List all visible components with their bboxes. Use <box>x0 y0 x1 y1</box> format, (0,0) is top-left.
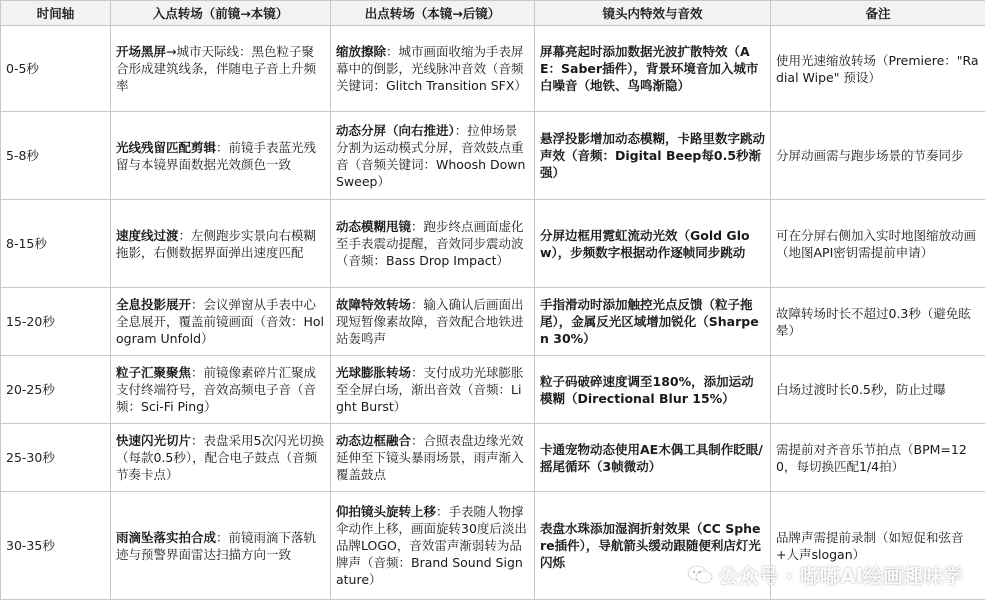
out-text: ：输入确认后画面出现短暂像素故障，音效配合地铁进站轰鸣声 <box>336 297 524 346</box>
in-transition-cell <box>111 26 331 112</box>
note-cell: 故障转场时长不超过0.3秒（避免眩晕） <box>771 288 985 356</box>
out-title: 故障特效转场 <box>336 297 412 312</box>
note-cell: 白场过渡时长0.5秒，防止过曝 <box>771 356 985 424</box>
table-row <box>1 492 985 600</box>
watermark-text: 公众号 · 嘟嘟AI绘画趣味学 <box>718 564 963 588</box>
in-title: 粒子汇聚聚焦 <box>116 365 192 380</box>
table-row <box>1 26 985 112</box>
in-text: →城市天际线：黑色粒子聚合形成建筑线条，伴随电子音上升频率 <box>116 44 317 93</box>
effects-cell: 表盘水珠添加湿润折射效果（CC Sphere插件），导航箭头缓动跟随便利店灯光闪烁 <box>535 492 771 600</box>
out-title: 动态边框融合 <box>336 433 412 448</box>
header-out-transition: 出点转场（本镜→后镜） <box>331 1 535 26</box>
in-transition-cell <box>111 492 331 600</box>
out-transition-cell <box>331 112 535 200</box>
out-title: 动态模糊甩镜 <box>336 219 412 234</box>
table-row <box>1 424 985 492</box>
time-cell: 30-35秒 <box>1 492 111 600</box>
in-title: 光线残留匹配剪辑 <box>116 139 217 155</box>
in-text: ：前镜像素碎片汇聚成支付终端符号，音效高频电子音（音频：Sci-Fi Ping） <box>116 365 317 414</box>
header-in-transition: 入点转场（前镜→本镜） <box>111 1 331 26</box>
out-transition-cell <box>331 288 535 356</box>
in-title: 开场黑屏 <box>116 44 167 59</box>
in-text: ：表盘采用5次闪光切换（每款0.5秒），配合电子鼓点（音频节奏卡点） <box>116 433 324 482</box>
out-text: ：城市画面收缩为手表屏幕中的倒影，光线脉冲音效（音频关键词：Glitch Transition SFX） <box>336 44 527 93</box>
note-cell: 可在分屏右侧加入实时地图缩放动画（地图API密钥需提前申请） <box>771 200 985 288</box>
out-text: ：合照表盘边缘光效延伸至下镜头暴雨场景，雨声渐入覆盖鼓点 <box>336 433 524 482</box>
out-transition-cell <box>331 200 535 288</box>
in-transition-cell <box>111 200 331 288</box>
time-cell: 8-15秒 <box>1 200 111 288</box>
effects-cell: 悬浮投影增加动态模糊，卡路里数字跳动声效（音频：Digital Beep每0.5秒渐强） <box>535 112 771 200</box>
out-title: 光球膨胀转场 <box>336 365 412 380</box>
header-time: 时间轴 <box>1 1 111 26</box>
in-transition-cell <box>111 112 331 200</box>
in-title: 全息投影展开 <box>116 297 192 312</box>
effects-cell: 手指滑动时添加触控光点反馈（粒子拖尾），金属反光区域增加锐化（Sharpen 30%） <box>535 288 771 356</box>
out-text: ：拉伸场景分割为运动模式分屏，音效鼓点重音（音频关键词：Whoosh Down Sweep） <box>336 122 526 189</box>
effects-cell: 分屏边框用霓虹流动光效（Gold Glow），步频数字根据动作逐帧同步跳动 <box>535 200 771 288</box>
out-title: 动态分屏（向右推进） <box>336 122 455 138</box>
effects-cell: 卡通宠物动态使用AE木偶工具制作眨眼/摇尾循环（3帧微动） <box>535 424 771 492</box>
out-title: 仰拍镜头旋转上移 <box>336 504 437 519</box>
effects-cell: 屏幕亮起时添加数据光波扩散特效（AE：Saber插件），背景环境音加入城市白噪音（地铁、鸟鸣渐隐） <box>535 26 771 112</box>
in-transition-cell <box>111 424 331 492</box>
in-text: ：左侧跑步实景向右模糊拖影，右侧数据界面弹出速度匹配 <box>116 227 317 260</box>
note-cell: 使用光速缩放转场（Premiere："Radial Wipe" 预设） <box>771 26 985 112</box>
out-text: ：支付成功光球膨胀至全屏白场，渐出音效（音频：Light Burst） <box>336 365 524 414</box>
effects-cell: 粒子码破碎速度调至180%，添加运动模糊（Directional Blur 15%） <box>535 356 771 424</box>
in-transition-cell <box>111 356 331 424</box>
time-cell: 0-5秒 <box>1 26 111 112</box>
out-transition-cell <box>331 356 535 424</box>
out-transition-cell <box>331 492 535 600</box>
in-text: ：前镜手表蓝光残留与本镜界面数据光效颜色一致 <box>116 139 317 172</box>
table-row <box>1 356 985 424</box>
in-text: ：会议弹窗从手表中心全息展开，覆盖前镜画面（音效：Hologram Unfold） <box>116 297 325 346</box>
table-row <box>1 112 985 200</box>
time-cell: 15-20秒 <box>1 288 111 356</box>
in-transition-cell <box>111 288 331 356</box>
time-cell: 5-8秒 <box>1 112 111 200</box>
header-row <box>1 1 985 26</box>
table-row <box>1 288 985 356</box>
in-text: ：前镜雨滴下落轨迹与预警界面雷达扫描方向一致 <box>116 529 317 562</box>
out-transition-cell <box>331 26 535 112</box>
out-title: 缩放擦除 <box>336 44 387 59</box>
out-text: ：跑步终点画面虚化至手表震动提醒，音效同步震动波（音频：Bass Drop Impact） <box>336 219 524 268</box>
time-cell: 25-30秒 <box>1 424 111 492</box>
in-title: 雨滴坠落实拍合成 <box>116 529 217 545</box>
out-transition-cell <box>331 424 535 492</box>
out-text: ：手表随人物撑伞动作上移，画面旋转30度后淡出品牌LOGO，音效雷声渐弱转为品牌声（音频：Brand Sound Signature） <box>336 504 527 587</box>
note-cell: 分屏动画需与跑步场景的节奏同步 <box>771 112 985 200</box>
time-cell: 20-25秒 <box>1 356 111 424</box>
note-cell: 品牌声需提前录制（如短促和弦音+人声slogan） <box>771 492 985 600</box>
header-effects: 镜头内特效与音效 <box>535 1 771 26</box>
table-row <box>1 200 985 288</box>
note-cell: 需提前对齐音乐节拍点（BPM=120，每切换匹配1/4拍） <box>771 424 985 492</box>
in-title: 快速闪光切片 <box>116 433 192 448</box>
header-notes: 备注 <box>771 1 985 26</box>
in-title: 速度线过渡 <box>116 227 179 243</box>
